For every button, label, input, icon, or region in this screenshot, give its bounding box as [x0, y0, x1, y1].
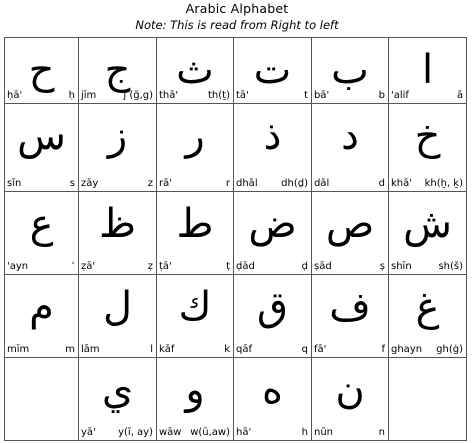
- letter-transliteration: kh(ḫ, ḵ): [424, 178, 463, 189]
- arabic-letter: ش: [403, 201, 452, 247]
- letter-cell: [79, 358, 157, 441]
- letter-cell: [312, 38, 389, 104]
- letter-transliteration: d: [378, 178, 385, 189]
- arabic-letter: د: [341, 113, 359, 159]
- arabic-letter: ص: [325, 201, 375, 247]
- arabic-letter: م: [29, 284, 54, 330]
- arabic-letter: ز: [107, 113, 128, 159]
- letter-transliteration: h: [301, 427, 308, 438]
- letter-transliteration: w(ū,aw): [190, 427, 230, 438]
- arabic-letter: ت: [253, 47, 292, 93]
- letter-transliteration: m: [65, 344, 75, 355]
- letter-cell: [5, 104, 79, 192]
- letter-cell: [157, 38, 234, 104]
- letter-name: dāl: [314, 178, 330, 189]
- letter-name: ṭā': [159, 261, 172, 272]
- chart-title: Arabic Alphabet: [185, 1, 289, 16]
- letter-transliteration: j (ğ,g): [123, 90, 153, 101]
- empty-cell: [389, 358, 467, 441]
- letter-cell: [312, 275, 389, 358]
- arabic-letter: ح: [28, 47, 55, 93]
- letter-cell: [389, 275, 467, 358]
- letter-cell: [157, 104, 234, 192]
- empty-cell: [5, 358, 79, 441]
- letter-transliteration: l: [150, 344, 153, 355]
- letter-name: ḥā': [7, 90, 23, 101]
- arabic-letter: ن: [335, 367, 365, 413]
- letter-cell: [234, 38, 312, 104]
- letter-transliteration: r: [225, 178, 230, 189]
- letter-name: thā': [159, 90, 179, 101]
- arabic-letter: و: [185, 367, 205, 413]
- letter-name: zāy: [81, 178, 99, 189]
- letter-name: yā': [81, 427, 96, 438]
- letter-transliteration: ḥ: [68, 90, 75, 101]
- arabic-letter: ط: [176, 201, 214, 247]
- letter-cell: [79, 104, 157, 192]
- letter-name: ḍād: [236, 261, 255, 272]
- letter-cell: [312, 104, 389, 192]
- arabic-letter: ه: [262, 367, 283, 413]
- letter-name: hā': [236, 427, 252, 438]
- letter-transliteration: z: [147, 178, 153, 189]
- chart-note: Note: This is read from Right to left: [135, 18, 339, 32]
- letter-transliteration: gh(ġ): [436, 344, 463, 355]
- arabic-letter: ث: [176, 47, 214, 93]
- letter-name: rā': [159, 178, 172, 189]
- arabic-letter: ذ: [263, 113, 282, 159]
- arabic-letter: ا: [421, 47, 434, 93]
- letter-transliteration: f: [381, 344, 385, 355]
- letter-cell: [312, 192, 389, 275]
- arabic-letter: ظ: [99, 201, 136, 247]
- letter-name: qāf: [236, 344, 252, 355]
- letter-cell: [234, 358, 312, 441]
- arabic-letter: خ: [414, 113, 441, 159]
- letter-name: kāf: [159, 344, 175, 355]
- letter-name: ṣād: [314, 261, 332, 272]
- letter-name: jīm: [81, 90, 97, 101]
- letter-cell: [157, 275, 234, 358]
- letter-name: khā': [391, 178, 413, 189]
- letter-transliteration: ā: [456, 90, 463, 101]
- letter-cell: [389, 104, 467, 192]
- letter-name: shīn: [391, 261, 412, 272]
- letter-cell: [157, 192, 234, 275]
- letter-cell: [389, 38, 467, 104]
- letter-transliteration: ʿ: [71, 261, 75, 272]
- letter-transliteration: ḍ: [301, 261, 308, 272]
- letter-cell: [234, 192, 312, 275]
- letter-transliteration: th(ṯ): [208, 90, 230, 101]
- letter-transliteration: q: [301, 344, 308, 355]
- letter-cell: [5, 192, 79, 275]
- letter-transliteration: dh(ḏ): [281, 178, 308, 189]
- letter-cell: [389, 192, 467, 275]
- letter-cell: [79, 192, 157, 275]
- letter-name: nūn: [314, 427, 334, 438]
- arabic-letter: ب: [331, 47, 369, 93]
- letter-cell: [157, 358, 234, 441]
- arabic-letter: ق: [256, 284, 289, 330]
- letter-transliteration: ẓ: [147, 261, 153, 272]
- letter-cell: [79, 38, 157, 104]
- letter-cell: [234, 275, 312, 358]
- letter-cell: [5, 38, 79, 104]
- arabic-letter: ل: [102, 284, 133, 330]
- letter-name: dhāl: [236, 178, 258, 189]
- letter-name: bā': [314, 90, 330, 101]
- letter-name: 'alif: [391, 90, 409, 101]
- letter-transliteration: ṣ: [379, 261, 385, 272]
- letter-transliteration: s: [69, 178, 75, 189]
- arabic-letter: غ: [415, 284, 440, 330]
- letter-transliteration: b: [378, 90, 385, 101]
- arabic-letter: ك: [178, 284, 212, 330]
- letter-name: tā': [236, 90, 249, 101]
- letter-name: mīm: [7, 344, 30, 355]
- arabic-letter: ض: [248, 201, 297, 247]
- letter-name: ghayn: [391, 344, 423, 355]
- letter-cell: [234, 104, 312, 192]
- letter-transliteration: t: [304, 90, 308, 101]
- alphabet-grid: [4, 37, 467, 441]
- letter-cell: [79, 275, 157, 358]
- arabic-letter: ع: [29, 201, 54, 247]
- letter-name: lām: [81, 344, 100, 355]
- letter-transliteration: y(ī, ay): [118, 427, 153, 438]
- letter-transliteration: n: [378, 427, 385, 438]
- letter-name: sīn: [7, 178, 22, 189]
- arabic-letter: ف: [329, 284, 371, 330]
- letter-name: fā': [314, 344, 327, 355]
- letter-transliteration: k: [224, 344, 230, 355]
- letter-cell: [312, 358, 389, 441]
- letter-name: wāw: [159, 427, 182, 438]
- letter-name: 'ayn: [7, 261, 29, 272]
- arabic-letter: ج: [104, 47, 131, 93]
- arabic-letter: ي: [101, 367, 134, 413]
- letter-transliteration: sh(š): [438, 261, 463, 272]
- letter-cell: [5, 275, 79, 358]
- letter-name: ẓā': [81, 261, 96, 272]
- arabic-letter: ر: [185, 113, 205, 159]
- arabic-letter: س: [17, 113, 66, 159]
- letter-transliteration: ṭ: [226, 261, 230, 272]
